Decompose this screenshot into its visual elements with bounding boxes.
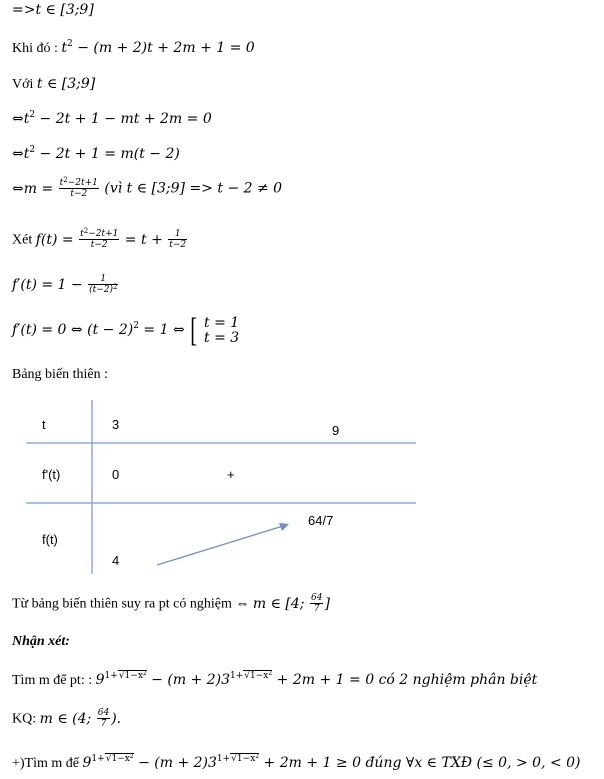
label-khi-do: Khi đó : xyxy=(12,41,62,56)
line-equation-2: $\Leftrightarrow t^2 - 2t + 1$ − mt + 2m = 0 xyxy=(12,110,212,127)
line-m-expression: ⇔m = $\frac{t^2-2t+1}{t-2}$ (vì t ∈ [3;9] => t − 2 ≠ 0 xyxy=(12,176,283,199)
label-task-2: +)Tìm m để xyxy=(12,756,83,771)
text-t-range: =>t ∈ [3;9] xyxy=(12,2,94,18)
table-row2-sign: + xyxy=(227,467,235,482)
label-voi: Với xyxy=(12,77,37,92)
text-task-2-suffix: ≥ 0 đúng ∀x ∈ TXĐ (≤ 0, > 0, < 0) xyxy=(335,755,581,771)
increasing-arrow-head xyxy=(279,523,289,531)
text-conclusion: Từ bảng biến thiên suy ra pt có nghiệm ⇔ xyxy=(12,596,253,612)
text-task-1-suffix: = 0 có 2 nghiệm phân biệt xyxy=(349,672,538,688)
line-xet-f: Xét f(t) = $\frac{t^2-2t+1}{t-2}$ = t + $\frac{1}{t-2}$ xyxy=(12,227,187,250)
table-row1-value-start: 3 xyxy=(112,417,120,432)
label-kq: KQ: xyxy=(12,711,40,727)
increasing-arrow-line xyxy=(157,526,283,565)
line-equation-3: $\Leftrightarrow t^2 - 2t + 1 = m(t - 2)$ xyxy=(12,145,180,162)
line-task-2: +)Tìm m để $9^{1+√1-x^2} - (m + 2)3^{1+√1-x^2} + 2m + 1 \ge 0$ đúng ∀x ∈ TXĐ (≤ 0, > 0, < 0) xyxy=(12,753,581,771)
line-task-1: Tìm m để pt: : $9^{1+√1-x^2} - (m + 2)3^{1+√1-x^2} + 2m + 1 = 0$ có 2 nghiệm phân biệt xyxy=(12,670,538,688)
line-derivative: f′(t) = 1 − $\frac{1}{(t-2)^2}$ xyxy=(12,274,118,295)
text-range: t ∈ [3;9] xyxy=(36,76,96,92)
label-task-1: Tìm m để pt: : xyxy=(12,673,96,688)
table-row2-value-zero: 0 xyxy=(112,467,120,482)
line-nhan-xet xyxy=(12,634,70,650)
line-derivative-zero: f′(t) = 0 ⇔ $(t - 2)^2 = 1$ ⇔ [ t = 1 t = 3 xyxy=(12,312,240,349)
table-row1-value-end: 9 xyxy=(332,423,340,438)
label-xet: Xét xyxy=(12,232,36,248)
table-row3-value-min: 4 xyxy=(112,553,120,568)
table-row2-label: f'(t) xyxy=(42,467,61,482)
table-row3-label: f(t) xyxy=(42,532,58,547)
line-conclusion: Từ bảng biến thiên suy ra pt có nghiệm ⇔ m ∈ [4; $\frac{64}{7}$ ] xyxy=(12,593,330,614)
line-kq: KQ: m ∈ (4; $\frac{64}{7}$ ). xyxy=(12,708,122,729)
text-note: (vì t ∈ [3;9] => t − 2 ≠ 0 xyxy=(104,180,283,197)
equation-1: $t^2 - (m + 2)t + 2m + 1 = 0$ xyxy=(61,39,255,56)
table-row3-value-max: 64/7 xyxy=(308,513,334,528)
heading-nhan-xet: Nhận xét: xyxy=(12,634,70,649)
table-row1-label: t xyxy=(42,417,46,432)
label-bang-bien-thien: Bảng biến thiên : xyxy=(12,367,109,382)
